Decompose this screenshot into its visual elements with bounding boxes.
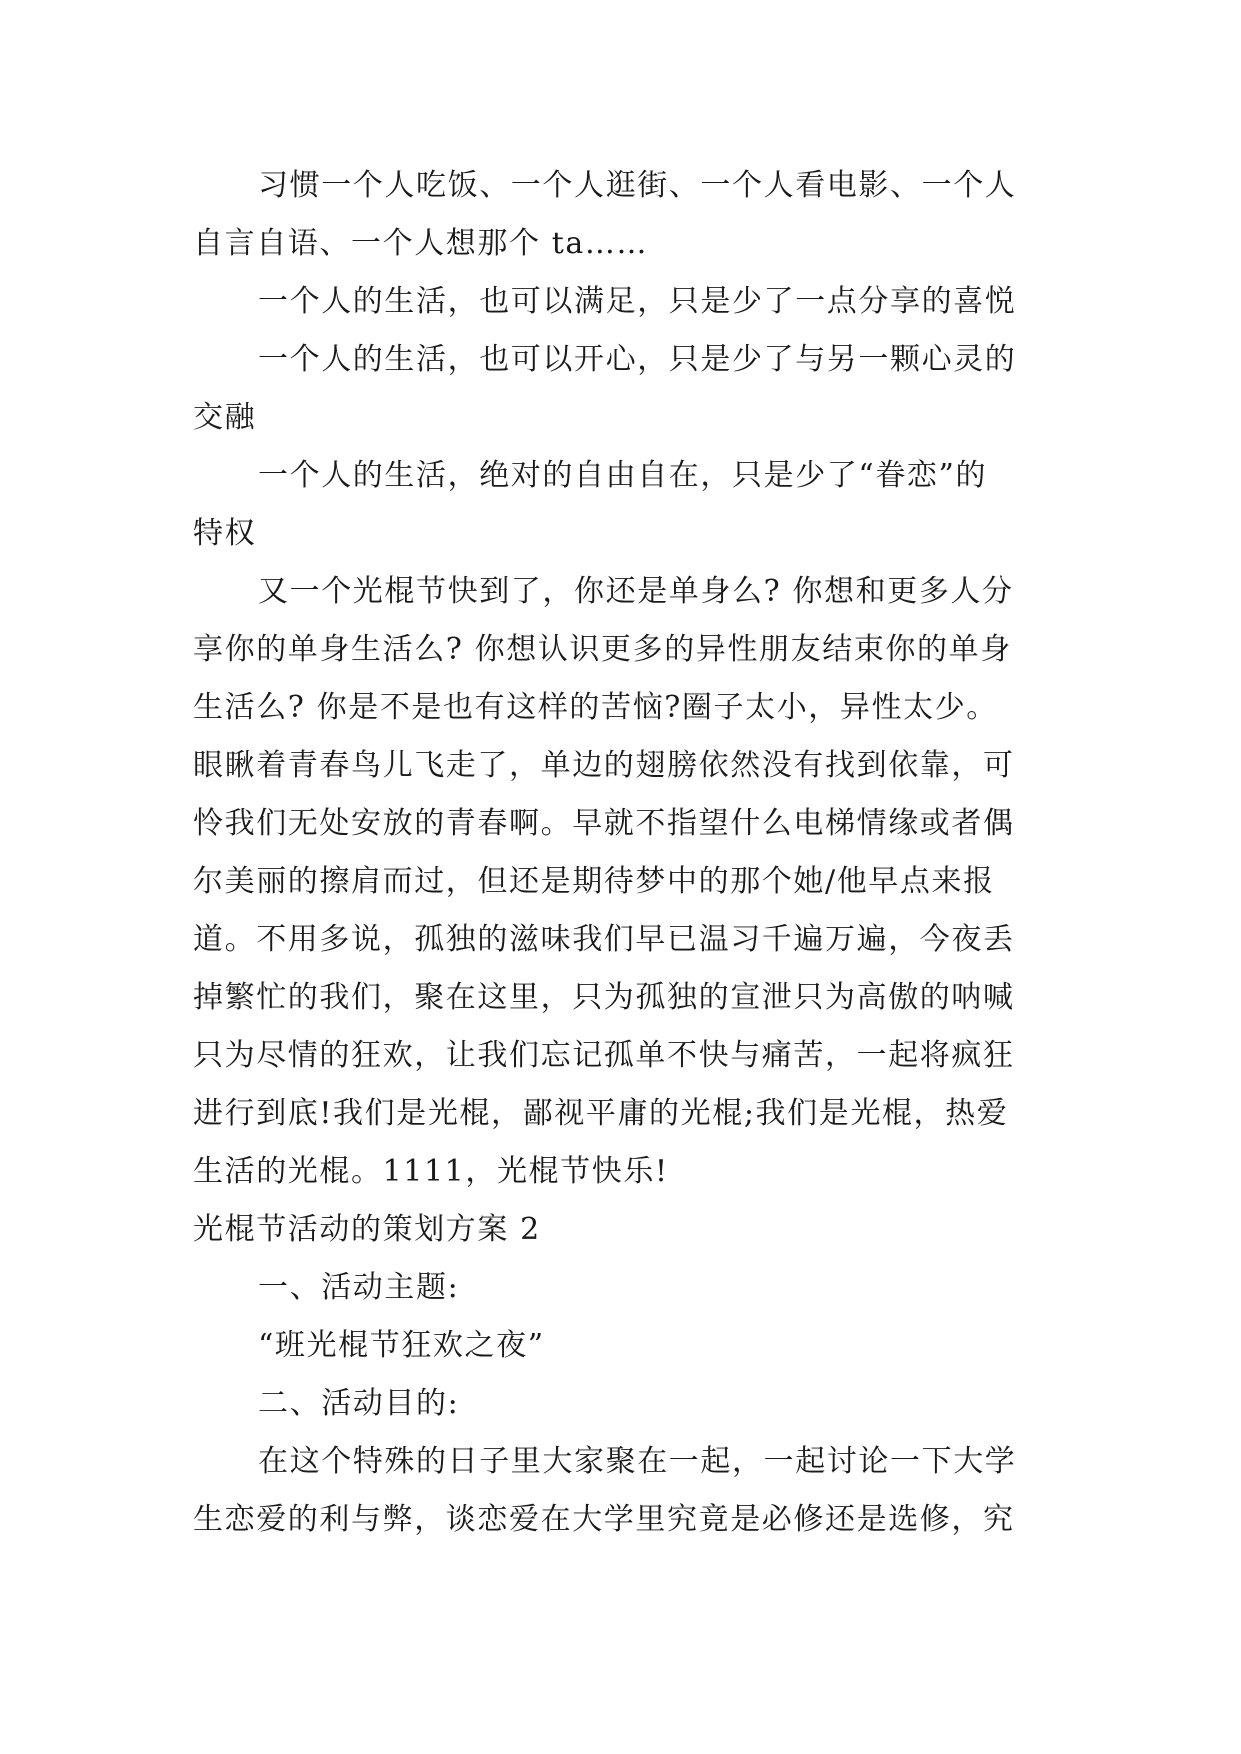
paragraph-line: 自言自语、一个人想那个 ta…… bbox=[193, 226, 649, 261]
paragraph-line: 生活么? 你是不是也有这样的苦恼?圈子太小，异性太少。 bbox=[193, 690, 998, 725]
paragraph-line: 掉繁忙的我们，聚在这里，只为孤独的宣泄只为高傲的呐喊 bbox=[193, 980, 1015, 1015]
paragraph-line: 一个人的生活，也可以开心，只是少了与另一颗心灵的 bbox=[258, 342, 1017, 377]
paragraph-line: 生活的光棍。1111，光棍节快乐! bbox=[193, 1154, 669, 1189]
paragraph-line: 一、活动主题: bbox=[258, 1270, 460, 1305]
paragraph-line: 一个人的生活，也可以满足，只是少了一点分享的喜悦 bbox=[258, 284, 1017, 319]
paragraph-line: 眼瞅着青春鸟儿飞走了，单边的翅膀依然没有找到依靠，可 bbox=[193, 748, 1015, 783]
paragraph-line: 交融 bbox=[193, 400, 257, 435]
paragraph-line: 进行到底!我们是光棍，鄙视平庸的光棍;我们是光棍，热爱 bbox=[193, 1096, 1009, 1131]
section-heading: 光棍节活动的策划方案 2 bbox=[193, 1212, 541, 1247]
paragraph-line: 特权 bbox=[193, 516, 257, 551]
paragraph-line: 在这个特殊的日子里大家聚在一起，一起讨论一下大学 bbox=[258, 1444, 1017, 1479]
paragraph-line: 一个人的生活，绝对的自由自在，只是少了“眷恋”的 bbox=[258, 458, 988, 493]
paragraph-line: 习惯一个人吃饭、一个人逛街、一个人看电影、一个人 bbox=[258, 168, 1017, 203]
paragraph-line: “班光棍节狂欢之夜” bbox=[258, 1328, 545, 1363]
paragraph-line: 二、活动目的: bbox=[258, 1386, 460, 1421]
paragraph-line: 尔美丽的擦肩而过，但还是期待梦中的那个她/他早点来报 bbox=[193, 864, 995, 899]
paragraph-line: 生恋爱的利与弊，谈恋爱在大学里究竟是必修还是选修，究 bbox=[193, 1502, 1015, 1537]
paragraph-line: 享你的单身生活么? 你想认识更多的异性朋友结束你的单身 bbox=[193, 632, 1012, 667]
paragraph-line: 只为尽情的狂欢，让我们忘记孤单不快与痛苦，一起将疯狂 bbox=[193, 1038, 1015, 1073]
paragraph-line: 怜我们无处安放的青春啊。早就不指望什么电梯情缘或者偶 bbox=[193, 806, 1015, 841]
paragraph-line: 又一个光棍节快到了，你还是单身么? 你想和更多人分 bbox=[258, 574, 1014, 609]
paragraph-line: 道。不用多说，孤独的滋味我们早已温习千遍万遍，今夜丢 bbox=[193, 922, 1015, 957]
